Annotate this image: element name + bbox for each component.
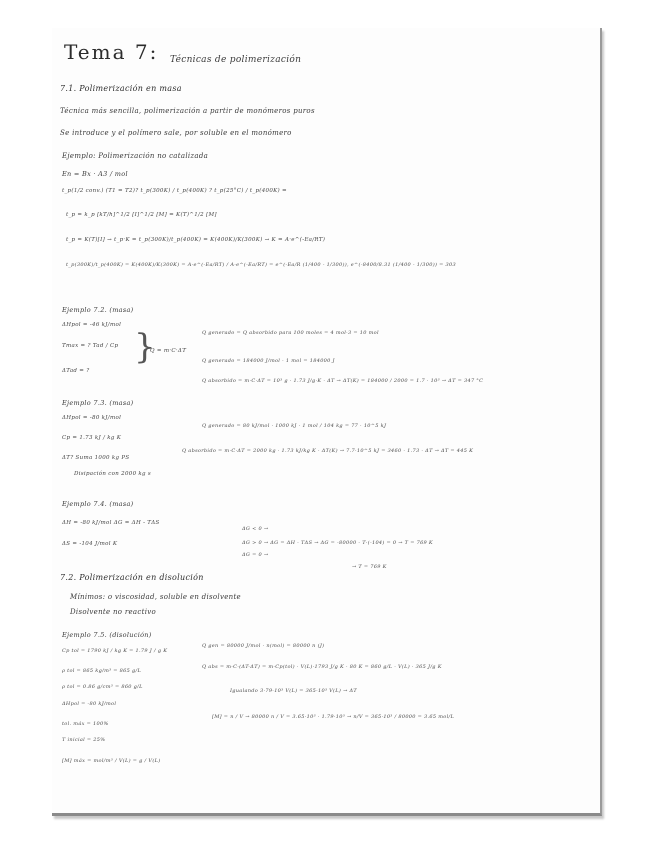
example-result: Q generado = 80 kJ/mol · 1000 kJ · 1 mol / 104 kg = 77 · 10^5 kJ xyxy=(202,423,387,429)
example-heading: Ejemplo 7.5. (disolución) xyxy=(62,631,152,639)
example-result: Q absorbido = m·C·ΔT = 2000 kg · 1.73 kJ/kg K · ΔT(K) → 7.7·10^5 kJ = 3460 · 1.73 · ΔT → ΔT = 445 K xyxy=(182,448,474,454)
example-data: ΔHpol = -80 kJ/mol xyxy=(62,701,117,707)
example-data: Disipación con 2000 kg s xyxy=(74,471,152,477)
example-data: tol. máx = 100% xyxy=(62,721,109,727)
example-result: ΔG > 0 → ΔG = ΔH - TΔS → ΔG = -80000 - T·(-104) = 0 → T = 769 K xyxy=(242,540,433,546)
text-line: Técnica más sencilla, polimerización a partir de monómeros puros xyxy=(60,107,315,115)
example-data: ρ tol = 0.86 g/cm³ = 860 g/L xyxy=(62,684,143,690)
example-data: ΔHpol = -46 kJ/mol xyxy=(62,322,122,328)
example-data: T inicial = 25% xyxy=(62,737,106,743)
example-data: Cp tol = 1790 kJ / kg K = 1.79 J / g K xyxy=(62,648,168,654)
example-data: [M] máx = mol/m³ / V(L) = g / V(L) xyxy=(62,758,161,764)
page-title-subtitle: Técnicas de polimerización xyxy=(170,55,302,65)
text-line: Ejemplo: Polimerización no catalizada xyxy=(62,152,209,160)
example-heading: Ejemplo 7.2. (masa) xyxy=(62,306,134,314)
example-result: → T = 769 K xyxy=(352,564,387,570)
example-data: Tmax = ? Tad / Cp xyxy=(62,343,119,349)
text-line: Se introduce y el polímero sale, por soluble en el monómero xyxy=(60,129,292,137)
example-data: ΔHpol = -80 kJ/mol xyxy=(62,415,122,421)
example-result: Q abs = m·C·(ΔT-ΔT) = m·Cp(tol) · V(L)·1793 J/g K · 80 K = 860 g/L · V(L) · 365 J/g K xyxy=(202,664,442,670)
example-data: ΔS = -104 J/mol K xyxy=(62,541,118,547)
example-heading: Ejemplo 7.4. (masa) xyxy=(62,500,134,508)
example-data: ΔTad = ? xyxy=(62,368,90,374)
section-heading-7-1: 7.1. Polimerización en masa xyxy=(60,84,182,93)
example-data: Cp = 1.73 kJ / kg K xyxy=(62,435,122,441)
example-result: Q absorbido = m·C·ΔT = 10³ g · 1.73 J/g·K · ΔT → ΔT(K) = 184000 / 2000 = 1.7 · 10³ → ΔT = 347 °C xyxy=(202,378,484,384)
example-data: ρ tol = 865 kg/m³ = 865 g/L xyxy=(62,668,142,674)
text-line: Mínimos: o viscosidad, soluble en disolvente xyxy=(70,593,242,601)
example-data: ΔH = -80 kJ/mol ΔG = ΔH - TΔS xyxy=(62,520,160,526)
example-result: [M] = n / V → 80000 n / V = 3.65·10³ · 1.79·10³ → n/V = 365·10³ / 80000 = 3.65 mol/L xyxy=(212,714,455,720)
example-result: Q gen = 80000 J/mol · n(mol) = 80000 n (J) xyxy=(202,643,325,649)
page-title: Tema 7: xyxy=(64,40,159,64)
text-line: En = Bx · A3 / mol xyxy=(62,170,128,178)
example-data: Q = m·C·ΔT xyxy=(150,348,187,354)
scanned-page xyxy=(52,28,602,816)
example-data: ΔT? Suma 1000 kg PS xyxy=(62,455,130,461)
equation-line: t_p(300K)/t_p(400K) = K(400K)/K(300K) = A·e^(-Ea/RT) / A·e^(-Ea/RT) = e^(-Ea/R (1/400 - 1/300)), e^(-8400/8.31 (1/400 - 1/300)) = 303 xyxy=(66,262,456,268)
example-result: Q generado = Q absorbido para 100 moles = 4 mol·3 = 10 mol xyxy=(202,330,379,336)
example-heading: Ejemplo 7.3. (masa) xyxy=(62,399,134,407)
brace-mark: } xyxy=(134,327,156,367)
equation-line: t_p = K(T)[I] → t_p·K = t_p(300K)/t_p(400K) = K(400K)/K(300K) → K = A·e^(-Ea/RT) xyxy=(66,237,326,243)
example-result: ΔG < 0 → xyxy=(242,526,269,532)
equation-line: t_p(1/2 conv.) (T1 = T2)? t_p(300K) / t_p(400K) ? t_p(25°C) / t_p(400K) = xyxy=(62,188,287,194)
example-result: ΔG = 0 → xyxy=(242,552,269,558)
section-heading-7-2: 7.2. Polimerización en disolución xyxy=(60,573,204,582)
example-result: Igualando 3·79·10³ V(L) = 365·10³ V(L) → ΔT xyxy=(230,688,357,694)
example-result: Q generado = 184000 J/mol · 1 mol = 184000 J xyxy=(202,358,335,364)
equation-line: t_p = k_p [kT/h]^1/2 [I]^1/2 [M] = K(T)^1/2 [M] xyxy=(66,212,217,218)
text-line: Disolvente no reactivo xyxy=(70,608,157,616)
